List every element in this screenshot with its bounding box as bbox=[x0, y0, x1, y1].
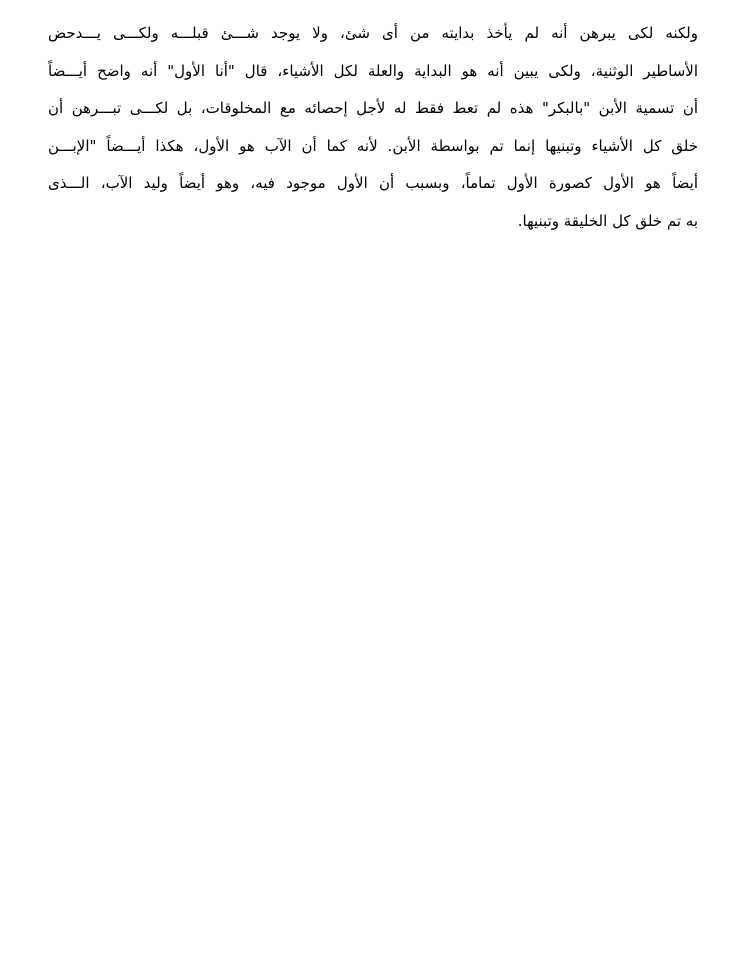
paragraph-line: أن تسمية الأبن "بالبكر" هذه لم تعط فقط له لأجل إحصائه مع المخلوقات، بل لكـــى تبـــرهن أن bbox=[48, 99, 698, 117]
paragraph-line: الأساطير الوثنية، ولكى يبين أنه هو البداية والعلة لكل الأشياء، قال "أنا الأول" أنه واضح أيـــضاً bbox=[48, 61, 698, 80]
body-paragraph bbox=[48, 18, 698, 243]
paragraph-line: ولكنه لكى يبرهن أنه لم يأخذ بدايته من أى شئ، ولا يوجد شـــئ قبلـــه ولكـــى يـــدحض bbox=[48, 24, 698, 42]
paragraph-line-last: به تم خلق كل الخليقة وتبنيها. bbox=[517, 211, 698, 230]
paragraph-line: خلق كل الأشياء وتبنيها إنما تم بواسطة الأبن. لأنه كما أن الآب هو الأول، هكذا أيـــضاً "الإبـــن bbox=[48, 136, 698, 155]
paragraph-line: أيضاً هو الأول كصورة الأول تماماً، وبسبب أن الأول موجود فيه، وهو أيضاً وليد الآب، الـــذى bbox=[48, 174, 698, 192]
